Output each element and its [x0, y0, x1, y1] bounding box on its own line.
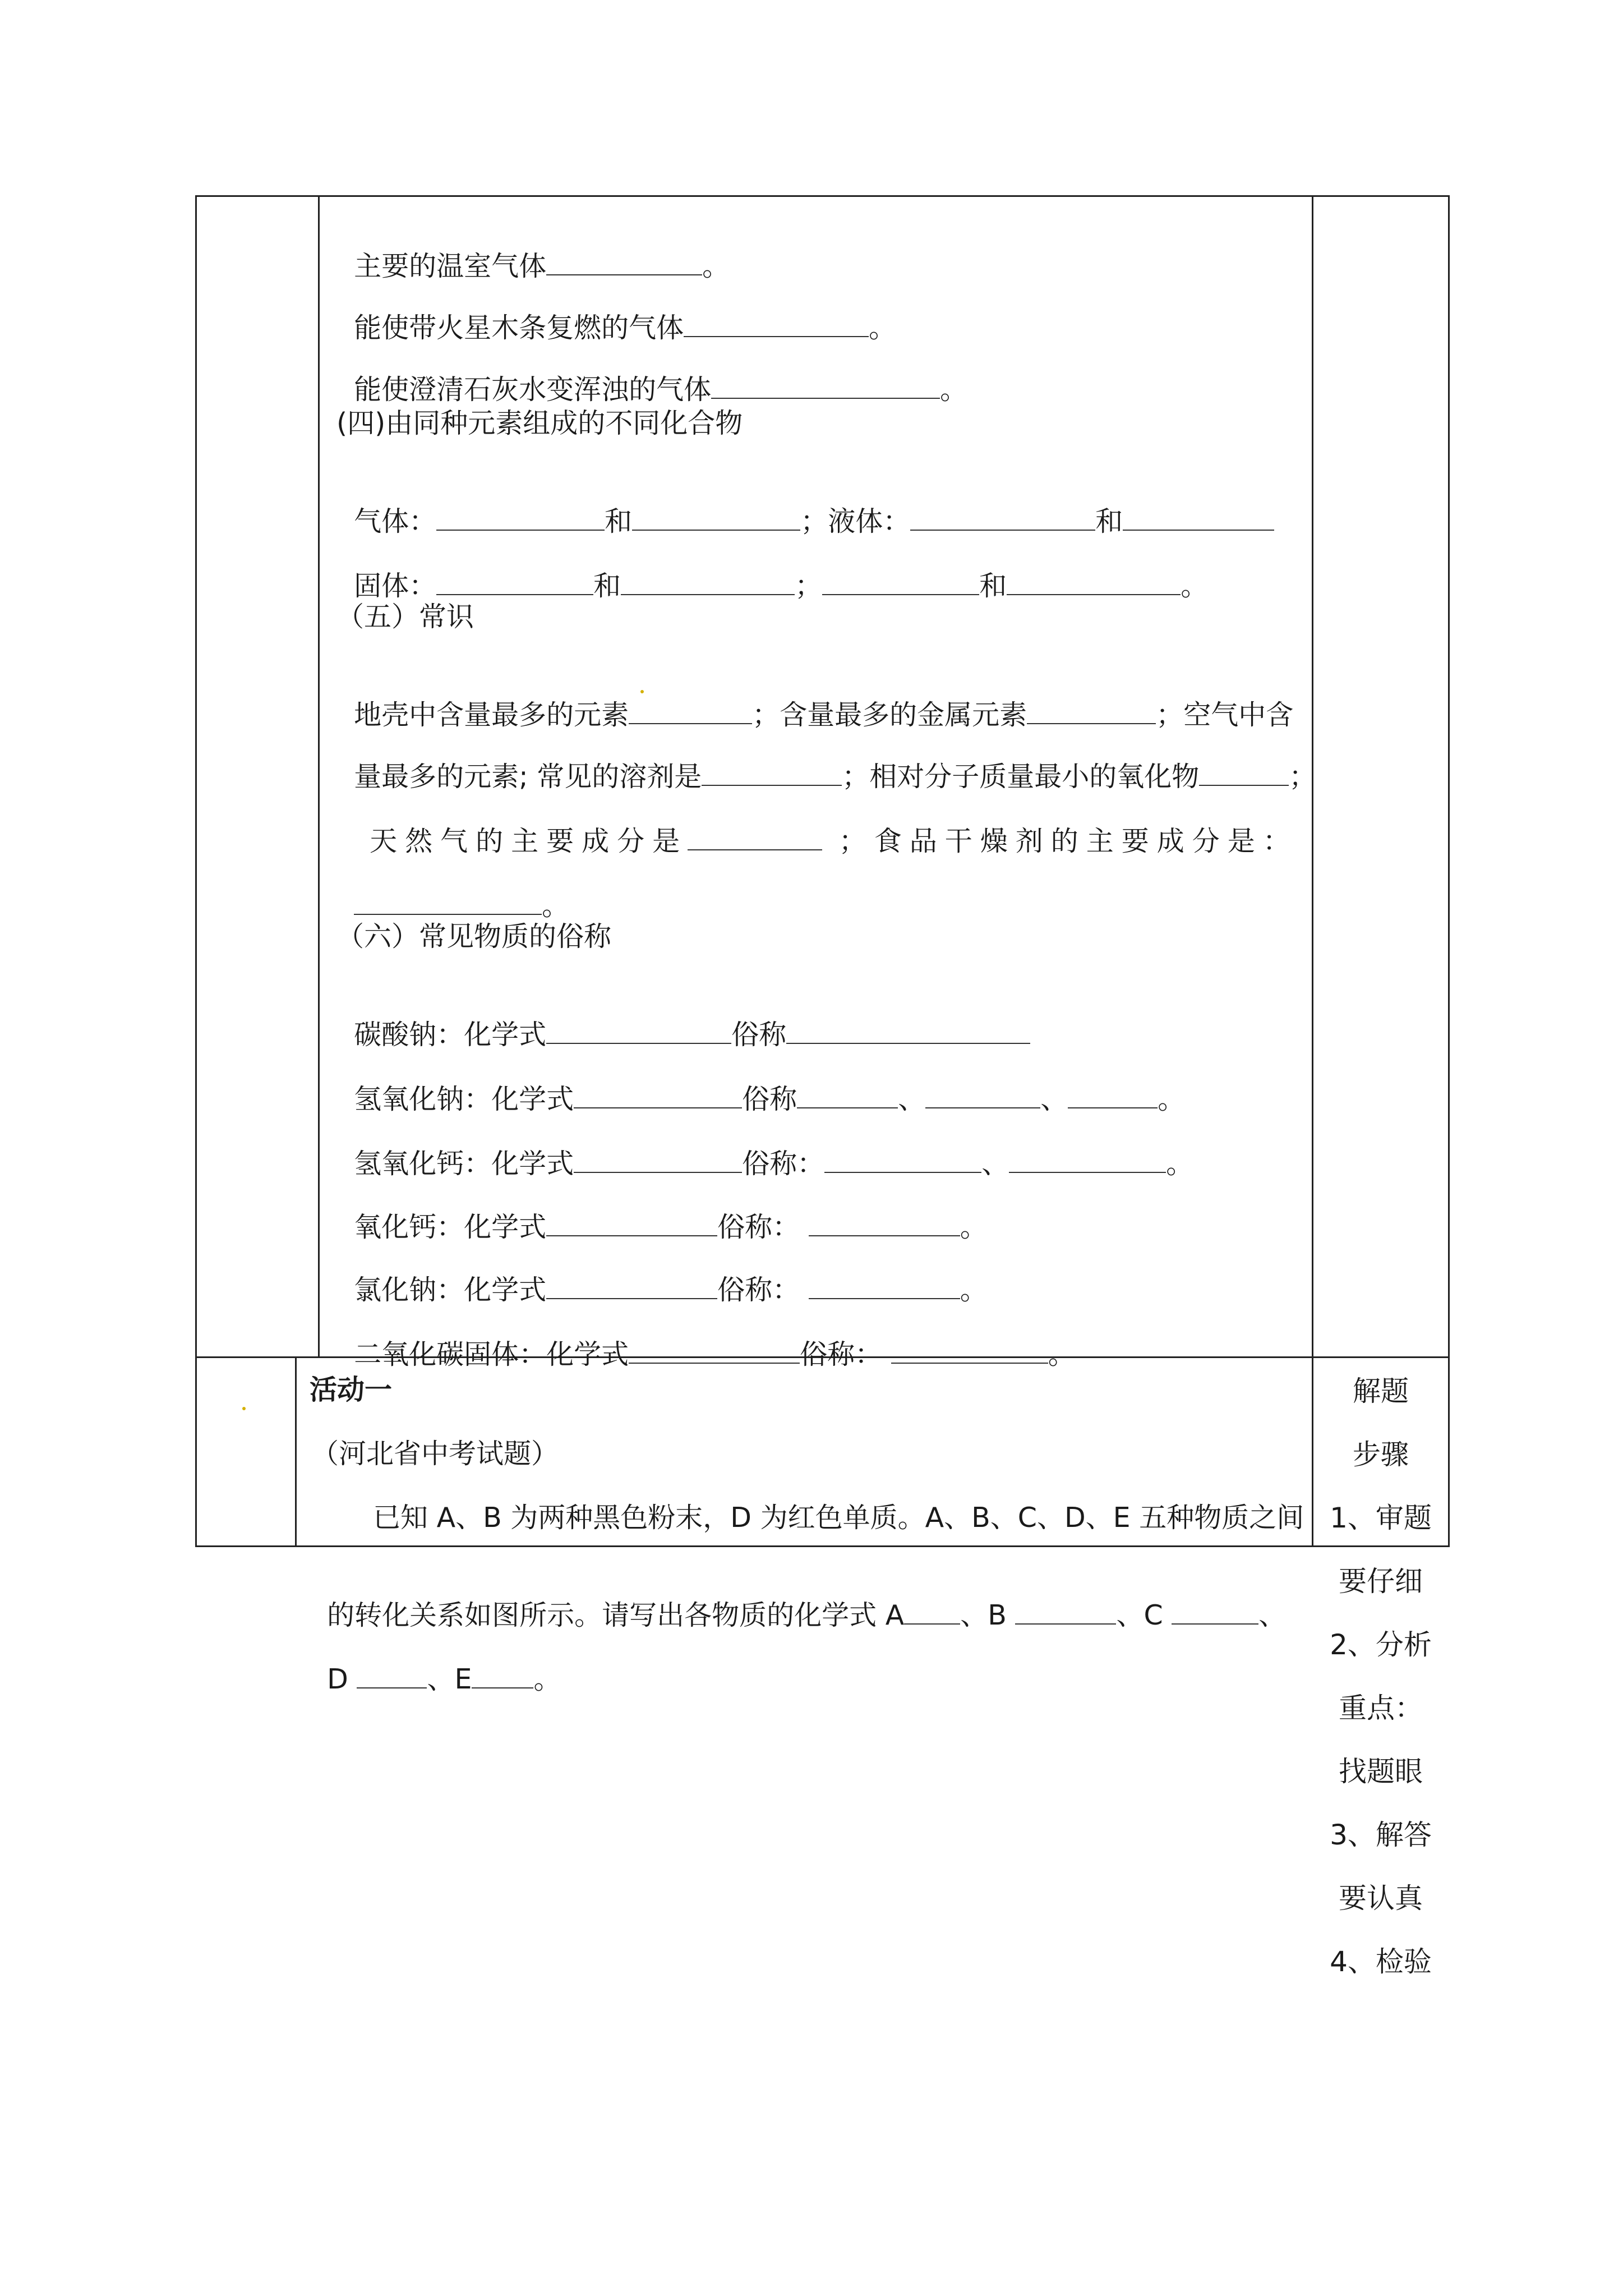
line-greenhouse-gas: 主要的温室气体 。: [354, 250, 730, 282]
line-solid: 固体： 和 ； 和 。: [354, 570, 1209, 602]
blank[interactable]: [925, 1085, 1040, 1108]
line-calcium-hydroxide: 氢氧化钙：化学式 俗称： 、 。: [354, 1148, 1194, 1180]
blank[interactable]: [1009, 1149, 1166, 1173]
section-4-title: (四)由同种元素组成的不同化合物: [336, 407, 743, 439]
blank[interactable]: [688, 827, 822, 850]
line-sodium-hydroxide: 氢氧化钠：化学式 俗称 、 、 。: [354, 1083, 1186, 1115]
question-line-3: D 、E 。: [327, 1663, 561, 1695]
blank[interactable]: [354, 891, 542, 915]
blank[interactable]: [824, 1149, 981, 1173]
blank[interactable]: [436, 572, 593, 595]
blank[interactable]: [574, 1085, 742, 1108]
blank[interactable]: [809, 1276, 960, 1299]
blank[interactable]: [546, 1020, 731, 1044]
col-divider-right: [1312, 195, 1313, 1547]
question-line-1: 已知 A、B 为两种黑色粉末，D 为红色单质。A、B、C、D、E 五种物质之间: [373, 1502, 1304, 1534]
sidebar-line: 3、解答: [1330, 1819, 1432, 1851]
blank[interactable]: [546, 1276, 717, 1299]
blank[interactable]: [684, 314, 869, 337]
line-common-4: 。: [336, 855, 569, 923]
sidebar-line: 1、审题: [1330, 1502, 1432, 1534]
col-divider-left-bottom: [295, 1356, 297, 1547]
section-6-title: （六）常见物质的俗称: [336, 921, 612, 953]
sidebar-line: 2、分析: [1330, 1628, 1432, 1661]
question-source: （河北省中考试题）: [311, 1438, 559, 1470]
blank[interactable]: [1123, 507, 1274, 531]
col-divider-left-top: [318, 195, 320, 1356]
line-gas-liquid: 气体： 和 ；液体： 和: [336, 471, 1274, 539]
line-calcium-oxide: 氧化钙：化学式 俗称： 。: [354, 1211, 988, 1243]
blank[interactable]: [822, 572, 979, 595]
blank[interactable]: [1015, 1601, 1116, 1625]
blank[interactable]: [357, 1665, 427, 1688]
blank[interactable]: [629, 1340, 800, 1364]
blank[interactable]: [702, 762, 842, 786]
blank[interactable]: [436, 507, 605, 531]
blank[interactable]: [546, 252, 702, 275]
line-rekindle-gas: 能使带火星木条复燃的气体 。: [354, 312, 897, 344]
line-limewater-gas: 能使澄清石灰水变浑浊的气体 。: [354, 374, 968, 406]
line-common-3: 天然气的主要成分是 ；食品干燥剂的主要成分是：: [370, 825, 1298, 857]
blank[interactable]: [1199, 762, 1289, 786]
line-dry-ice: 二氧化碳固体：化学式 俗称： 。: [354, 1338, 1076, 1370]
blank[interactable]: [629, 701, 752, 724]
sidebar-line: 找题眼: [1339, 1755, 1423, 1788]
sidebar-line: 4、检验: [1330, 1945, 1432, 1978]
sidebar-line: 步骤: [1353, 1438, 1409, 1471]
line-common-2: 量最多的元素; 常见的溶剂是 ；相对分子质量最小的氧化物 ；: [354, 761, 1317, 793]
blank[interactable]: [786, 1020, 1030, 1044]
blank[interactable]: [621, 572, 795, 595]
blank[interactable]: [904, 1601, 960, 1625]
blank[interactable]: [1172, 1601, 1258, 1625]
blank[interactable]: [472, 1665, 533, 1688]
sidebar-line: 重点：: [1339, 1692, 1423, 1724]
blank[interactable]: [891, 1340, 1048, 1364]
sidebar-line: 要认真: [1339, 1882, 1423, 1915]
section-5-title: （五）常识: [336, 601, 474, 633]
blank[interactable]: [1068, 1085, 1158, 1108]
blank[interactable]: [711, 375, 940, 399]
decorative-dot: [640, 690, 644, 693]
blank[interactable]: [809, 1213, 960, 1236]
line-sodium-chloride: 氯化钠：化学式 俗称： 。: [354, 1274, 988, 1306]
blank[interactable]: [546, 1213, 717, 1236]
activity-title: 活动一: [310, 1374, 393, 1406]
line-common-1: 地壳中含量最多的元素 ；含量最多的金属元素 ；空气中含: [354, 699, 1294, 731]
blank[interactable]: [632, 507, 800, 531]
sidebar-line: 解题: [1353, 1375, 1409, 1407]
decorative-dot: [242, 1407, 246, 1410]
blank[interactable]: [1007, 572, 1181, 595]
blank[interactable]: [797, 1085, 898, 1108]
question-line-2: 的转化关系如图所示。请写出各物质的化学式 A 、B 、C 、: [327, 1599, 1287, 1631]
blank[interactable]: [574, 1149, 742, 1173]
blank[interactable]: [1027, 701, 1156, 724]
blank[interactable]: [910, 507, 1095, 531]
line-sodium-carbonate: 碳酸钠：化学式 俗称: [336, 984, 1030, 1052]
sidebar-line: 要仔细: [1339, 1565, 1423, 1598]
